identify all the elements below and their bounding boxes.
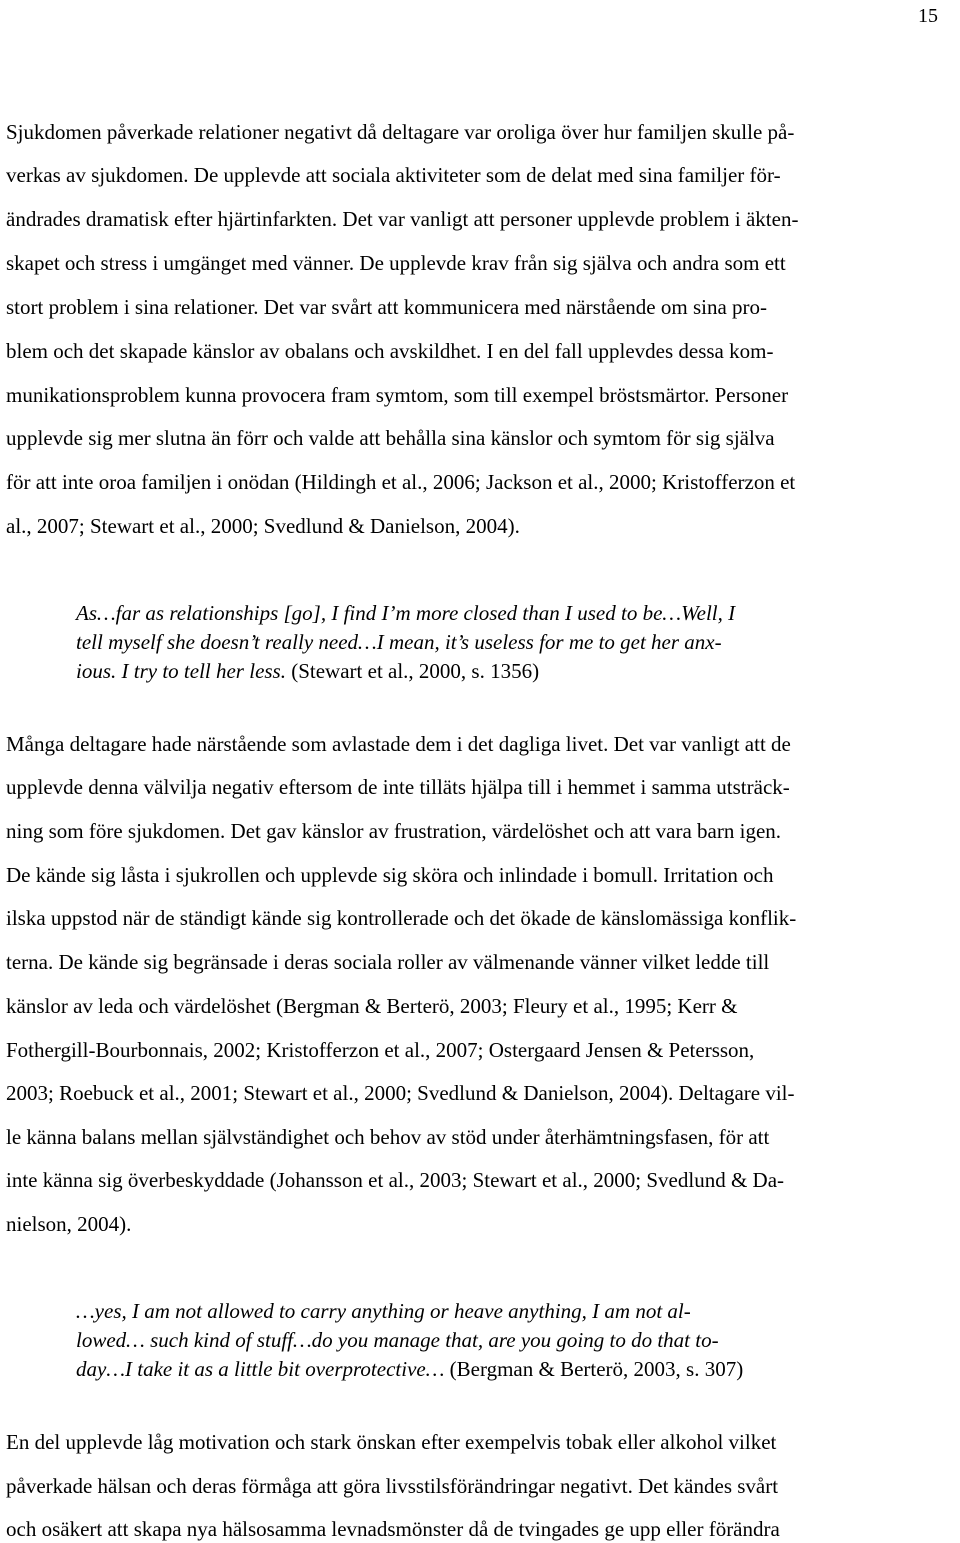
text-line: upplevde sig mer slutna än förr och valde att behålla sina känslor och symtom för sig själva xyxy=(6,426,775,450)
text-line: skapet och stress i umgänget med vänner. De upplevde krav från sig själva och andra som ett xyxy=(6,251,786,275)
quote-line: lowed… such kind of stuff…do you manage that, are you going to do that to- xyxy=(76,1328,719,1352)
text-line: känslor av leda och värdelöshet (Bergman & Berterö, 2003; Fleury et al., 1995; Kerr & xyxy=(6,994,738,1018)
quote-line: …yes, I am not allowed to carry anything or heave anything, I am not al- xyxy=(76,1299,691,1323)
text-line: stort problem i sina relationer. Det var svårt att kommunicera med närstående om sina pro- xyxy=(6,295,768,319)
text-line: upplevde denna välvilja negativ eftersom de inte tilläts hjälpa till i hemmet i samma utsträck- xyxy=(6,775,790,799)
text-line: nielson, 2004). xyxy=(6,1212,132,1236)
text-line: 2003; Roebuck et al., 2001; Stewart et al., 2000; Svedlund & Danielson, 2004). Deltagare vil- xyxy=(6,1081,795,1105)
quote-citation: (Stewart et al., 2000, s. 1356) xyxy=(285,659,540,683)
text-line: påverkade hälsan och deras förmåga att göra livsstilsförändringar negativt. Det kändes svårt xyxy=(6,1474,779,1498)
page-number: 15 xyxy=(918,5,938,27)
text-line: Många deltagare hade närstående som avlastade dem i det dagliga livet. Det var vanligt att de xyxy=(6,732,791,756)
text-line: En del upplevde låg motivation och stark önskan efter exempelvis tobak eller alkohol vilket xyxy=(6,1430,777,1454)
text-line: De kände sig låsta i sjukrollen och upplevde sig sköra och inlindade i bomull. Irritation och xyxy=(6,863,774,887)
text-line: och osäkert att skapa nya hälsosamma levnadsmönster då de tvingades ge upp eller förändra xyxy=(6,1517,780,1541)
text-line: verkas av sjukdomen. De upplevde att sociala aktiviteter som de delat med sina familjer för- xyxy=(6,163,781,187)
text-line: blem och det skapade känslor av obalans och avskildhet. I en del fall upplevdes dessa kom- xyxy=(6,339,774,363)
text-line: ändrades dramatisk efter hjärtinfarkten. Det var vanligt att personer upplevde problem i äkten- xyxy=(6,207,799,231)
text-line: al., 2007; Stewart et al., 2000; Svedlund & Danielson, 2004). xyxy=(6,514,520,538)
text-line: le känna balans mellan självständighet och behov av stöd under återhämtningsfasen, för att xyxy=(6,1125,770,1149)
text-line: Fothergill-Bourbonnais, 2002; Kristofferzon et al., 2007; Ostergaard Jensen & Petersson, xyxy=(6,1038,755,1062)
text-line: munikationsproblem kunna provocera fram symtom, som till exempel bröstsmärtor. Personer xyxy=(6,383,789,407)
text-line: för att inte oroa familjen i onödan (Hildingh et al., 2006; Jackson et al., 2000; Kristofferzon et xyxy=(6,470,796,494)
quote-line: tell myself she doesn’t really need…I mean, it’s useless for me to get her anx- xyxy=(76,630,722,654)
quote-text: day…I take it as a little bit overprotective… xyxy=(76,1357,445,1381)
text-line: ning som före sjukdomen. Det gav känslor av frustration, värdelöshet och att vara barn igen. xyxy=(6,819,782,843)
quote-line xyxy=(76,658,539,684)
text-line: Sjukdomen påverkade relationer negativt då deltagare var oroliga över hur familjen skulle på- xyxy=(6,120,795,144)
text-line: ilska uppstod när de ständigt kände sig kontrollerade och det ökade de känslomässiga konflik- xyxy=(6,906,797,930)
text-line: inte känna sig överbeskyddade (Johansson et al., 2003; Stewart et al., 2000; Svedlund & Da- xyxy=(6,1168,785,1192)
quote-line xyxy=(76,1356,743,1382)
text-line: terna. De kände sig begränsade i deras sociala roller av välmenande vänner vilket ledde till xyxy=(6,950,770,974)
quote-line: As…far as relationships [go], I find I’m more closed than I used to be…Well, I xyxy=(76,601,736,625)
quote-text: ious. I try to tell her less. xyxy=(76,659,286,683)
quote-citation: (Bergman & Berterö, 2003, s. 307) xyxy=(444,1357,744,1381)
